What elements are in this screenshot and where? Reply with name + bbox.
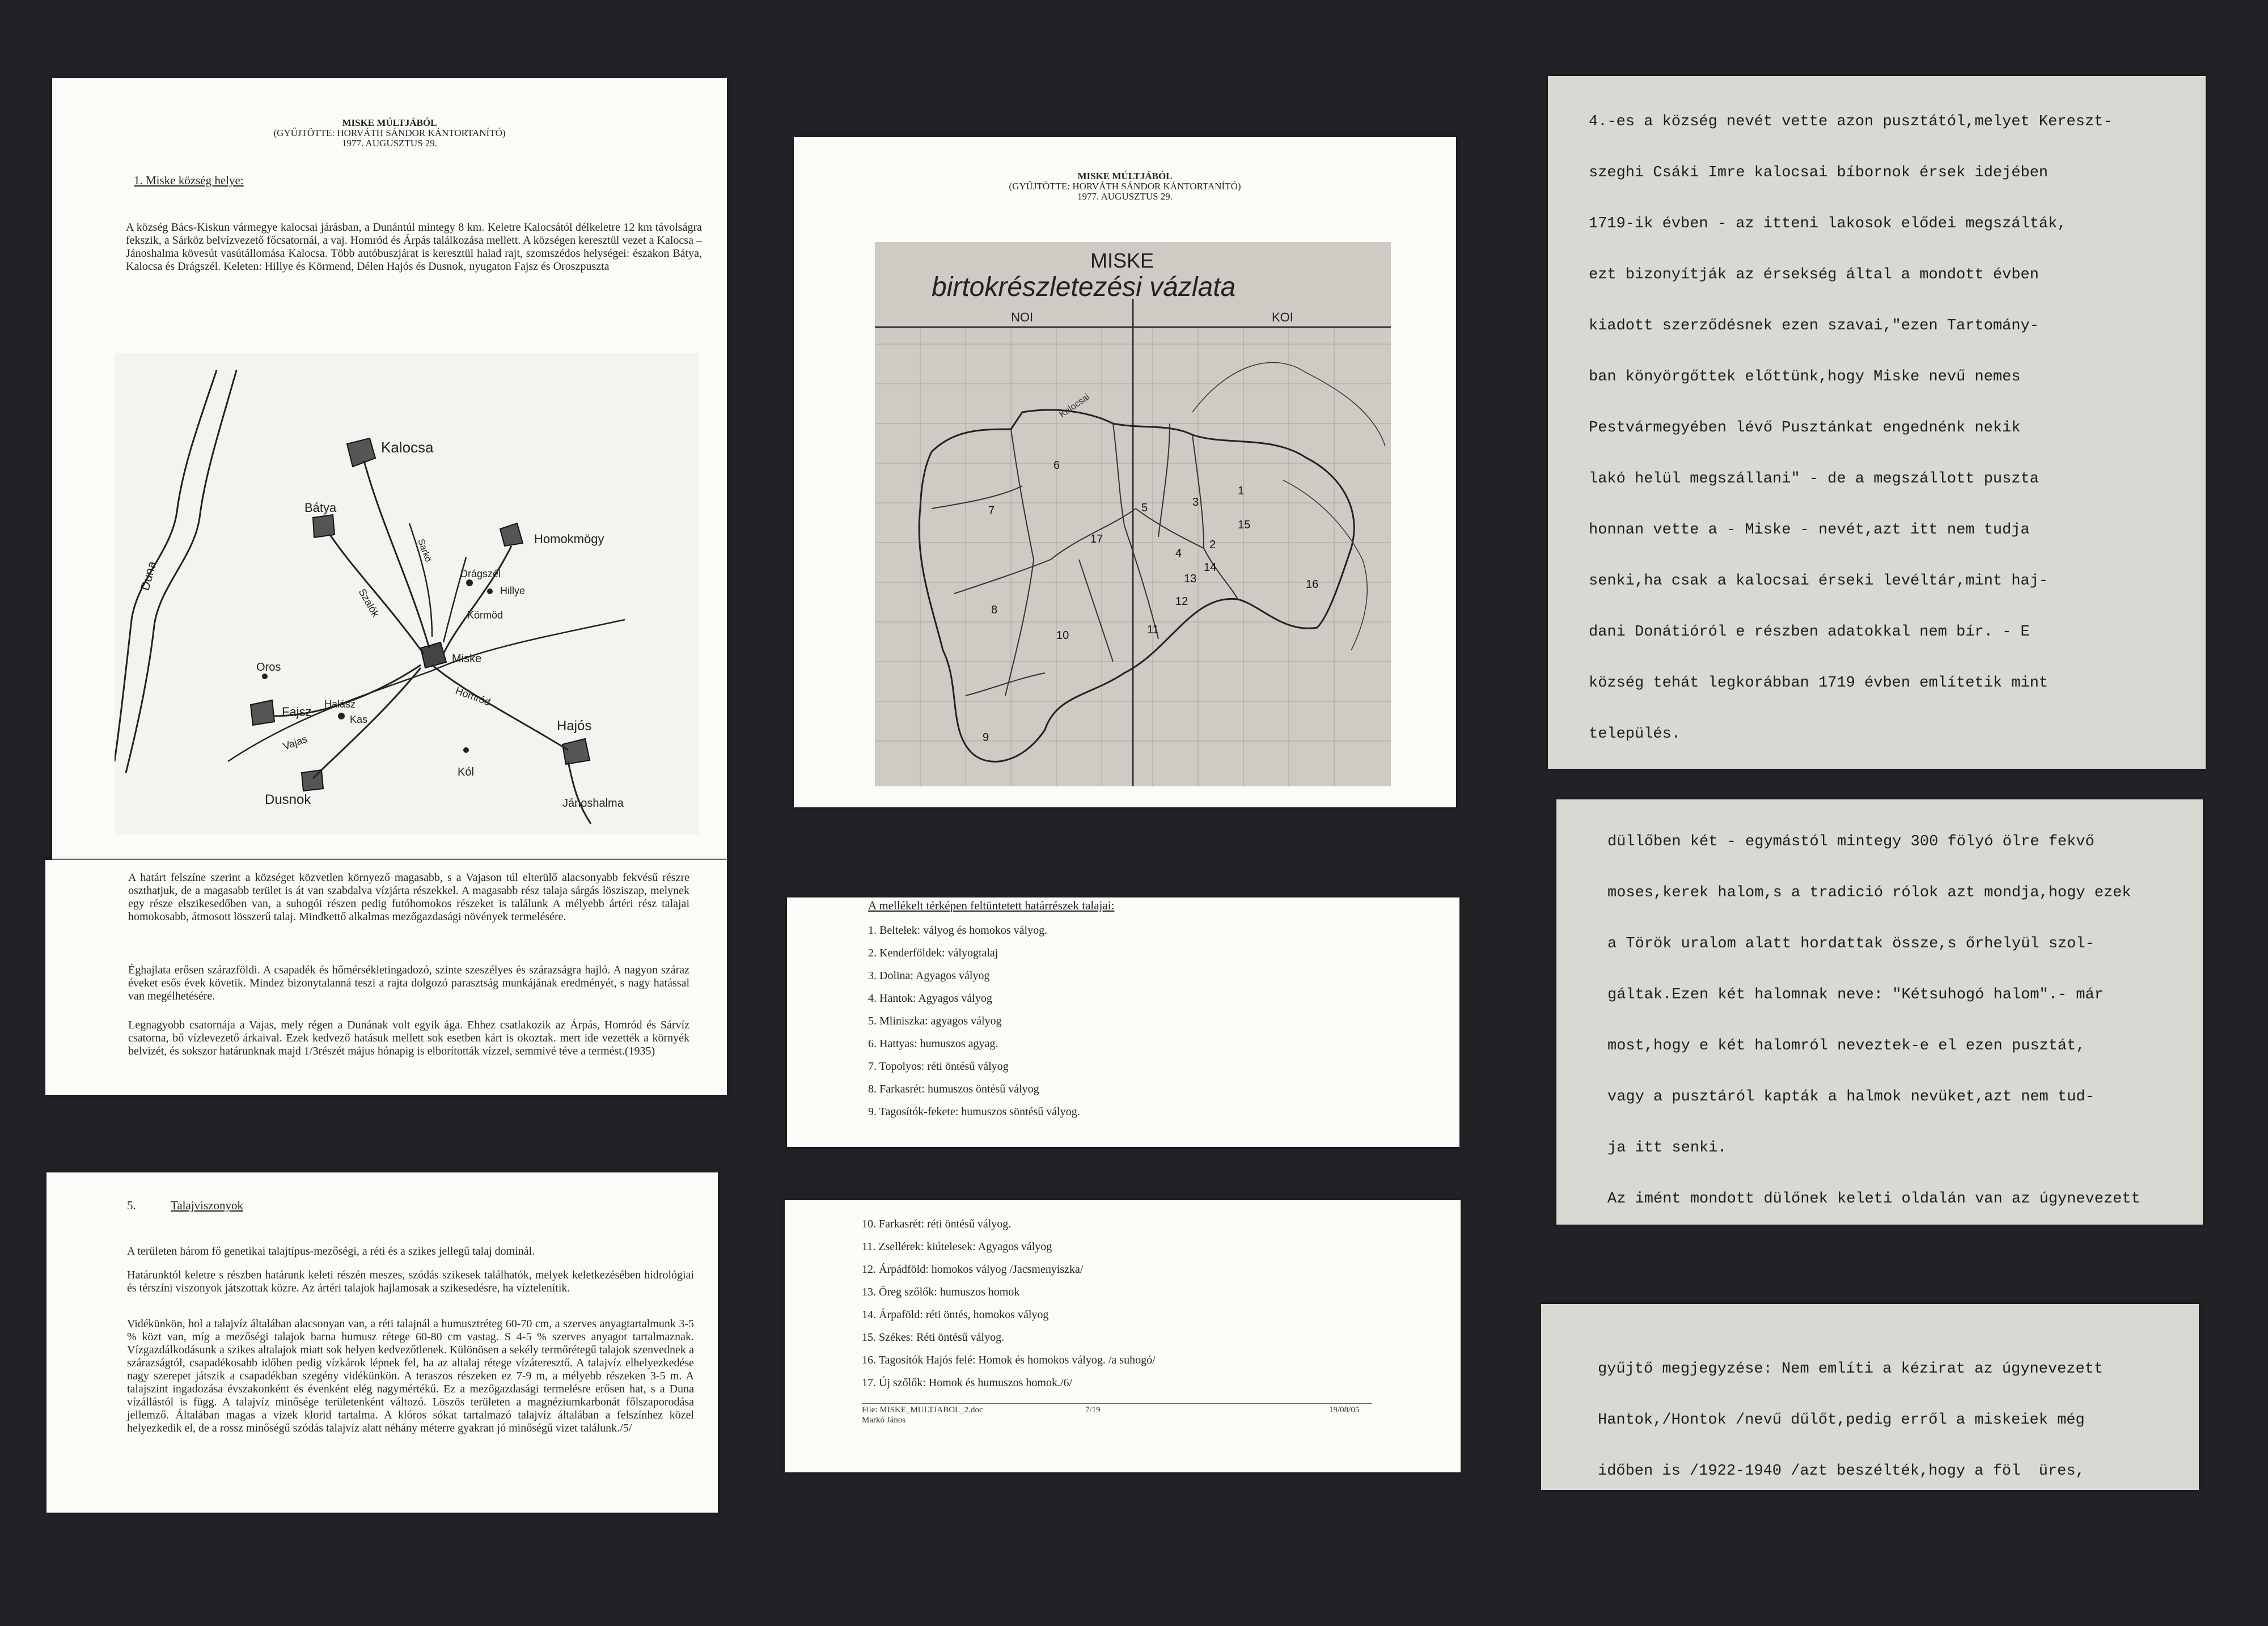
typed-line: Pestvármegyében lévő Pusztánkat engednénk nekik: [1589, 420, 2021, 437]
list-item: 5. Mliniszka: agyagos vályog: [868, 1015, 1002, 1027]
map-label: Kalocsa: [381, 439, 434, 456]
map-point: [338, 713, 345, 719]
parcel-number: 15: [1238, 519, 1251, 531]
typed-line: senki,ha csak a kalocsai érseki levéltár,mint haj-: [1589, 573, 2049, 590]
typed-line: Az imént mondott dülőnek keleti oldalán van az úgynevezett: [1607, 1191, 2140, 1208]
soil-list-heading: A mellékelt térképen feltüntetett határrészek talajai:: [868, 899, 1115, 912]
list-item: 11. Zsellérek: kiútelesek: Agyagos vályog: [862, 1240, 1052, 1253]
parcel-number: 10: [1056, 629, 1069, 642]
parcel-number: 16: [1306, 578, 1319, 591]
typed-line: 1719-ik évben - az itteni lakosok elődei megszálták,: [1589, 215, 2067, 232]
town-fajsz: [251, 700, 274, 725]
cadastral-map: [875, 242, 1391, 786]
typed-line: település.: [1589, 726, 1681, 743]
soil-paragraph: A területen három fő genetikai talajtípus-mezőségi, a réti és a szikes jellegű talaj dominál.: [127, 1245, 535, 1257]
footer-author: Markó János: [862, 1416, 906, 1425]
map-label: Halász: [324, 698, 356, 710]
soil-list: [868, 919, 1080, 1123]
doc-date: 1977. AUGUSZTUS 29.: [1077, 191, 1173, 202]
typed-text: [1607, 799, 2140, 1225]
map-label: Miske: [452, 653, 482, 665]
map-label: Jánoshalma: [562, 797, 624, 810]
list-item: 3. Dolina: Agyagos vályog: [868, 969, 990, 982]
map-label: Homród: [454, 684, 492, 708]
map-title-miske: MISKE: [1090, 249, 1154, 272]
map-label-duna: Duna: [137, 560, 159, 592]
list-item: 13. Öreg szőlők: humuszos homok: [862, 1286, 1020, 1298]
footer-rule: [862, 1403, 1372, 1404]
parcel-number: 12: [1175, 595, 1188, 608]
list-item: 8. Farkasrét: humuszos öntésű vályog: [868, 1083, 1039, 1095]
sheet-collector-note: [1541, 1304, 2199, 1490]
list-item: 1. Beltelek: vályog és homokos vályog.: [868, 924, 1048, 937]
map-label: Dusnok: [265, 792, 311, 807]
typed-line: vagy a pusztáról kapták a halmok nevüket,azt nem tud-: [1607, 1089, 2094, 1106]
typed-line: község tehát legkorábban 1719 évben említetik mint: [1589, 675, 2049, 692]
list-item: 7. Topolyos: réti öntésű vályog: [868, 1060, 1009, 1073]
typed-line: ban könyörgőttek előttünk,hogy Miske nevű nemes: [1589, 369, 2021, 386]
sheet-location: [52, 78, 727, 859]
town-batya: [313, 515, 335, 537]
typed-line: kiadott szerződésnek ezen szavai,"ezen Tartomány-: [1589, 317, 2039, 334]
doc-title: MISKE MÚLTJÁBÓL: [1077, 171, 1173, 181]
sheet-typewritten-2: [1556, 799, 2203, 1225]
map-point: [487, 588, 493, 594]
typed-line: gyűjtő megjegyzése: Nem említi a kézirat az úgynevezett: [1598, 1361, 2104, 1378]
list-item: 17. Új szőlők: Homok és humuszos homok./6/: [862, 1377, 1073, 1389]
parcel-number: 14: [1204, 561, 1217, 574]
typed-line: most,hogy e két halomról neveztek-e el ezen pusztát,: [1607, 1038, 2085, 1055]
doc-subtitle: (GYŰJTÖTTE: HORVÁTH SÁNDOR KÁNTORTANÍTÓ): [273, 128, 506, 138]
soil-heading: [127, 1199, 243, 1213]
parcel-number: 8: [991, 604, 998, 616]
list-item: 12. Árpádföld: homokos vályog /Jacsmenyiszka/: [862, 1263, 1084, 1276]
typed-line: a Török uralom alatt hordattak össze,s őrhelyül szol-: [1607, 935, 2094, 952]
footer-page: 7/19: [1085, 1405, 1101, 1415]
map-label: Hajós: [557, 718, 592, 734]
footer-date: 19/08/05: [1329, 1405, 1360, 1415]
col-label-left: NOI: [1011, 310, 1034, 324]
col-label-right: KOI: [1272, 310, 1293, 324]
map-point: [463, 747, 469, 753]
typed-text: [1598, 1327, 2131, 1490]
sheet-terrain: [45, 860, 727, 1095]
map-label: Fajsz: [282, 705, 312, 719]
map-label: Homokmögy: [534, 532, 604, 546]
doc-title: MISKE MÚLTJÁBÓL: [342, 117, 437, 128]
soil-list: [862, 1213, 1156, 1394]
map-label: Hillye: [500, 585, 526, 596]
typed-line: szeghi Csáki Imre kalocsai bíbornok érsek idejében: [1589, 164, 2049, 181]
typed-line: lakó helül megszállani" - de a megszállott puszta: [1589, 471, 2039, 488]
typed-text: [1589, 79, 2113, 769]
parcel-number: 13: [1184, 573, 1197, 585]
parcel-number: 1: [1238, 485, 1245, 497]
list-item: 4. Hantok: Agyagos vályog: [868, 992, 992, 1005]
map-label: Oros: [256, 661, 281, 674]
parcel-number: 11: [1147, 624, 1159, 636]
hand-drawn-map: [115, 353, 699, 835]
typed-line: ezt bizonyítják az érsekség által a mondott évben: [1589, 266, 2039, 283]
sheet-header: [794, 171, 1456, 202]
map-label: Bátya: [304, 501, 337, 515]
soil-heading-text: Talajviszonyok: [171, 1199, 243, 1212]
typed-line: moses,kerek halom,s a tradició rólok azt mondja,hogy ezek: [1607, 884, 2131, 901]
sheet-soil-list-1: [787, 897, 1459, 1147]
map-side-label: Kalocsai: [1057, 392, 1091, 420]
parcel-number: 9: [983, 731, 989, 744]
parcel-number: 5: [1141, 502, 1148, 514]
list-item: 10. Farkasrét: réti öntésű vályog.: [862, 1218, 1012, 1230]
intro-paragraph: A község Bács-Kiskun vármegye kalocsai járásban, a Dunántúl mintegy 8 km. Keletre Kalocsától délkeletre 12 km távolságra fekszik, a Sárköz belvízvezető főcsatornái, a vaj. Homród és Árpás találkozása mellett. A községen keresztül vezet a Kalocsa –Jánoshalma kövesút vasútállomása Kalocsa. Több autóbuszjárat is keresztül halad rajt, szomszédos helységei: északon Bátya, Kalocsa és Drágszél. Keleten: Hillye és Körmend, Délen Hajós és Dusnok, nyugaton Fajsz és Oroszpuszta: [126, 221, 702, 273]
map-label: Kas: [350, 714, 368, 725]
parcel-number: 7: [988, 505, 995, 517]
list-item: 15. Székes: Réti öntésű vályog.: [862, 1331, 1005, 1344]
typed-line: ja itt senki.: [1607, 1140, 1727, 1157]
list-item: 9. Tagosítók-fekete: humuszos söntésű vályog.: [868, 1106, 1080, 1118]
climate-paragraph: Éghajlata erősen szárazföldi. A csapadék és hőmérsékletingadozó, szinte szeszélyes és szárazságra hajló. A nagyon száraz éveket esős évek követik. Mindez bizonytalanná teszi a rajta dolgozó parasztság munkájának eredményét, s nagy hatással van megélhetésére.: [128, 964, 689, 1002]
map-label: Szalók: [356, 587, 382, 619]
parcel-number: 17: [1090, 533, 1103, 545]
map-label: Körmöd: [467, 609, 503, 621]
section-heading: 1. Miske község helye:: [134, 173, 244, 187]
typed-line: időben is /1922-1940 /azt beszélték,hogy a föl üres,: [1598, 1463, 2085, 1480]
list-item: 6. Hattyas: humuszos agyag.: [868, 1038, 998, 1050]
terrain-paragraph: A határt felszíne szerint a községet közvetlen környező magasabb, s a Vajason túl elterülő alacsonyabb fekvésű részre oszthatjuk, de a magasabb terület is át van szabdalva vízjárta részekkel. A magasabb rész talaja sárgás lösziszap, melynek egy része elszikesedőben van, a suhogói részen pedig futóhomokos részeket is találunk A mélyebb ártéri rész talajai homokosabb, átmosott lösszerű talaj. Mindkettő alkalmas mezőgazdasági növények termelésére.: [128, 871, 689, 923]
parcel-number: 2: [1209, 539, 1216, 551]
typed-line: düllőben két - egymástól mintegy 300 fölyó ölre fekvő: [1607, 833, 2094, 850]
town-dusnok: [302, 770, 323, 791]
parcel-number: 3: [1192, 496, 1199, 509]
soil-heading-num: 5.: [127, 1199, 136, 1212]
doc-subtitle: (GYŰJTÖTTE: HORVÁTH SÁNDOR KÁNTORTANÍTÓ): [1009, 181, 1241, 192]
list-item: 2. Kenderföldek: vályogtalaj: [868, 947, 998, 959]
list-item: 16. Tagosítók Hajós felé: Homok és homokos vályog. /a suhogó/: [862, 1354, 1156, 1366]
doc-date: 1977. AUGUSZTUS 29.: [341, 138, 438, 149]
sheet-soil: [46, 1172, 718, 1513]
sheet-soil-list-2: [785, 1200, 1461, 1472]
typed-line: Hantok,/Hontok /nevű dűlőt,pedig erről a miskeiek még: [1598, 1412, 2085, 1429]
map-point: [262, 674, 268, 679]
list-item: 14. Árpaföld: réti öntés, homokos vályog: [862, 1309, 1049, 1321]
soil-paragraph: Határunktól keletre s részben határunk keleti részén meszes, szódás szikesek találhatók, melyek keletkezésében hidrológiai és térszíni viszonyok játszottak közre. Az ártéri talajok hajlamosak a szikesedésre, ha víztelenítik.: [127, 1269, 694, 1294]
parcel-number: 6: [1053, 459, 1060, 472]
sheet-cadastral-map: [794, 137, 1456, 807]
typed-line: gáltak.Ezen két halomnak neve: "Kétsuhogó halom".- már: [1607, 986, 2104, 1003]
map-label: Drágszél: [460, 568, 501, 579]
map-point: [466, 579, 473, 586]
map-label: Sarkö: [416, 537, 433, 564]
canal-paragraph: Legnagyobb csatornája a Vajas, mely régen a Dunának volt egyik ága. Ehhez csatlakozik az Árpás, Homród és Sárvíz csatorna, bő vízlevezető árkaival. Ezek kedvező hatásuk mellett sok esetben kárt is okoztak. mert ide vezették a környék belvizét, és sokszor határunknak majd 1/3részét május hónapig is elborították vízzel, semmivé téve a termést.(1935): [128, 1019, 689, 1057]
parcel-number: 4: [1175, 547, 1182, 560]
soil-paragraph: Vidékünkön, hol a talajvíz általában alacsonyan van, a réti talajnál a humusztréteg 60-70 cm, a szerves anyagtartalmunk 3-5 % közt van, míg a mezőségi talajok barna humusz rétege 60-80 cm vastag. S 4-5 % szerves anyagot tartalmaznak. Vízgazdálkodásunk a szikes altalajok miatt sok helyen kedvezőtlenek. Különösen a sekély termőrétegű talajok szenvednek a szárazságtól, csapadékosabb időben pedig vízkárok lépnek fel, ha az altalaj rétege vízáteresztő. A talajvíz elhelyezkedése nagy szerepet játszik a csapadékban szegény vidékünkön. A teraszos részeken ez 7-9 m, a mélyebb részeken 3-5 m. A talajszint ingadozása évszakonként és évenként elég nagymértékű. Ez a mezőgazdasági termelésre erősen hat, s a Duna vízállástól is függ. A talajvíz minősége területenként változó. Löszös területen a magnéziumkarbonát főlszaporodása jellemző. Általában magas a vizek klorid tartalma. A klóros sókat tartalmazó talajvíz általában a felszínhez közel helyezkedik el, de a rossz minőségű szódás talajvíz alatt néhány méterre gyakran jó minőségű vizet találunk./5/: [127, 1318, 694, 1434]
typed-line: 4.-es a község nevét vette azon pusztától,melyet Kereszt-: [1589, 113, 2113, 130]
map-label: Vajas: [281, 733, 309, 752]
footer-file: File: MISKE_MULTJABOL_2.doc: [862, 1405, 983, 1415]
sheet-typewritten-1: [1548, 76, 2206, 769]
typed-line: dani Donátióról e részben adatokkal nem bír. - E: [1589, 624, 2030, 641]
sheet-header: [52, 118, 727, 149]
typed-line: honnan vette a - Miske - nevét,azt itt nem tudja: [1589, 522, 2030, 539]
map-title-subtitle: birtokrészletezési vázlata: [932, 272, 1236, 302]
map-label: Kól: [458, 766, 474, 778]
